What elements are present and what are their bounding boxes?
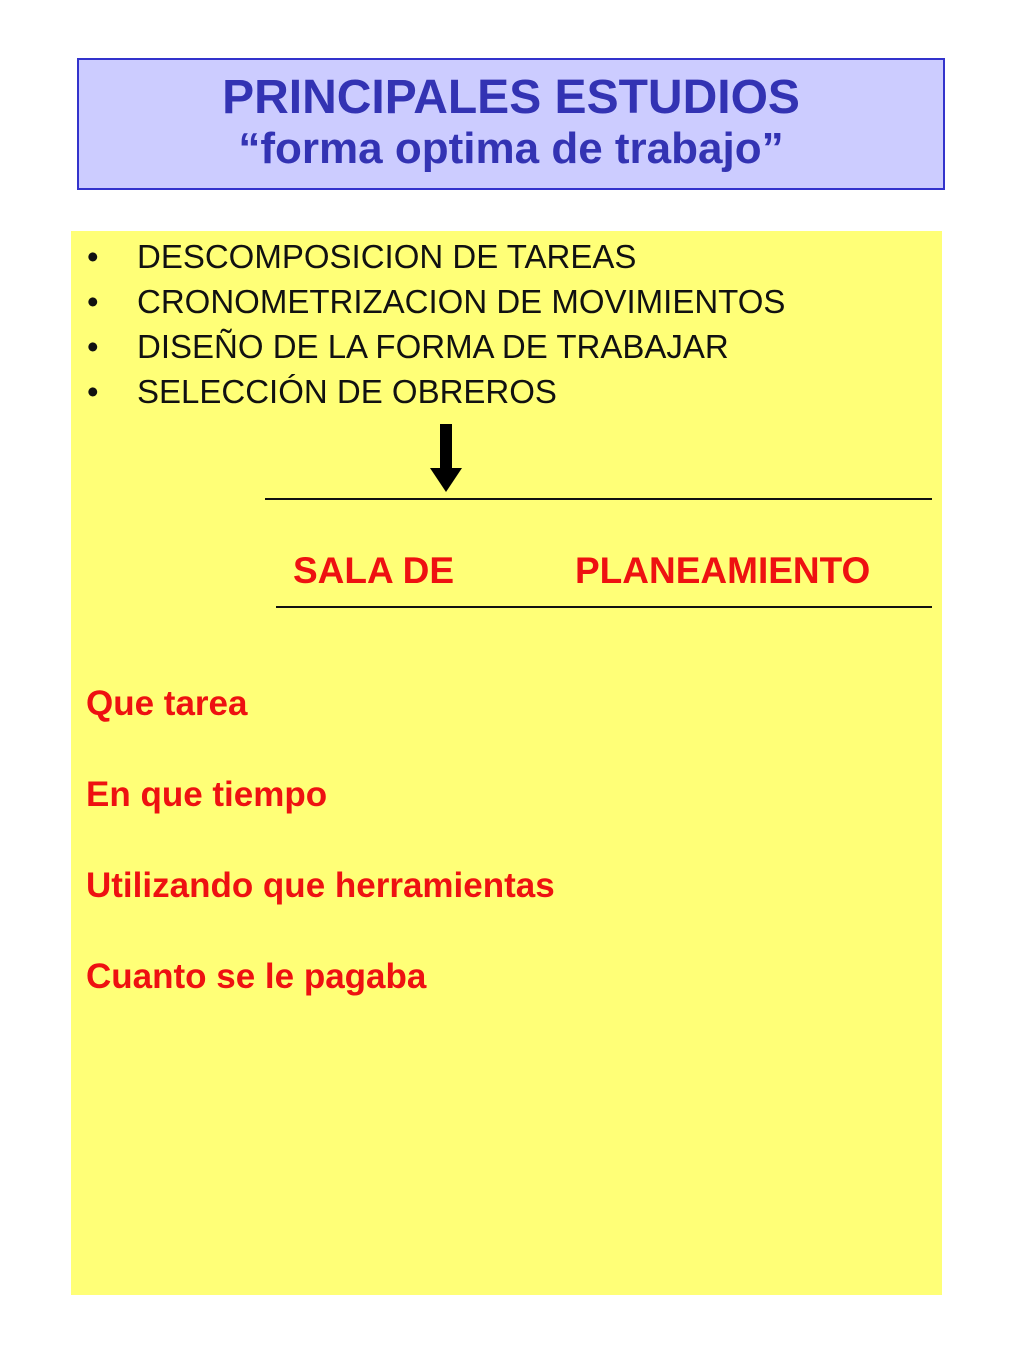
bullet-icon: • (87, 328, 99, 365)
page-subtitle: “forma optima de trabajo” (238, 124, 784, 173)
bullet-icon: • (87, 283, 99, 320)
bullet-text: DISEÑO DE LA FORMA DE TRABAJAR (137, 328, 729, 365)
content-panel (71, 231, 942, 1295)
page-title: PRINCIPALES ESTUDIOS (222, 71, 800, 124)
bullet-text: CRONOMETRIZACION DE MOVIMIENTOS (137, 283, 786, 320)
bullet-text: SELECCIÓN DE OBREROS (137, 373, 557, 410)
divider-top (265, 498, 932, 500)
planeamiento-label: PLANEAMIENTO (575, 550, 871, 591)
question-item: Utilizando que herramientas (86, 866, 555, 905)
sala-label: SALA DE (293, 550, 455, 591)
bullet-icon: • (87, 238, 99, 275)
arrow-down-icon (426, 424, 466, 494)
question-item: En que tiempo (86, 775, 328, 814)
bullet-icon: • (87, 373, 99, 410)
question-item: Cuanto se le pagaba (86, 957, 427, 996)
bullet-text: DESCOMPOSICION DE TAREAS (137, 238, 637, 275)
question-item: Que tarea (86, 684, 248, 723)
title-box (77, 58, 945, 190)
divider-bottom (276, 606, 932, 608)
